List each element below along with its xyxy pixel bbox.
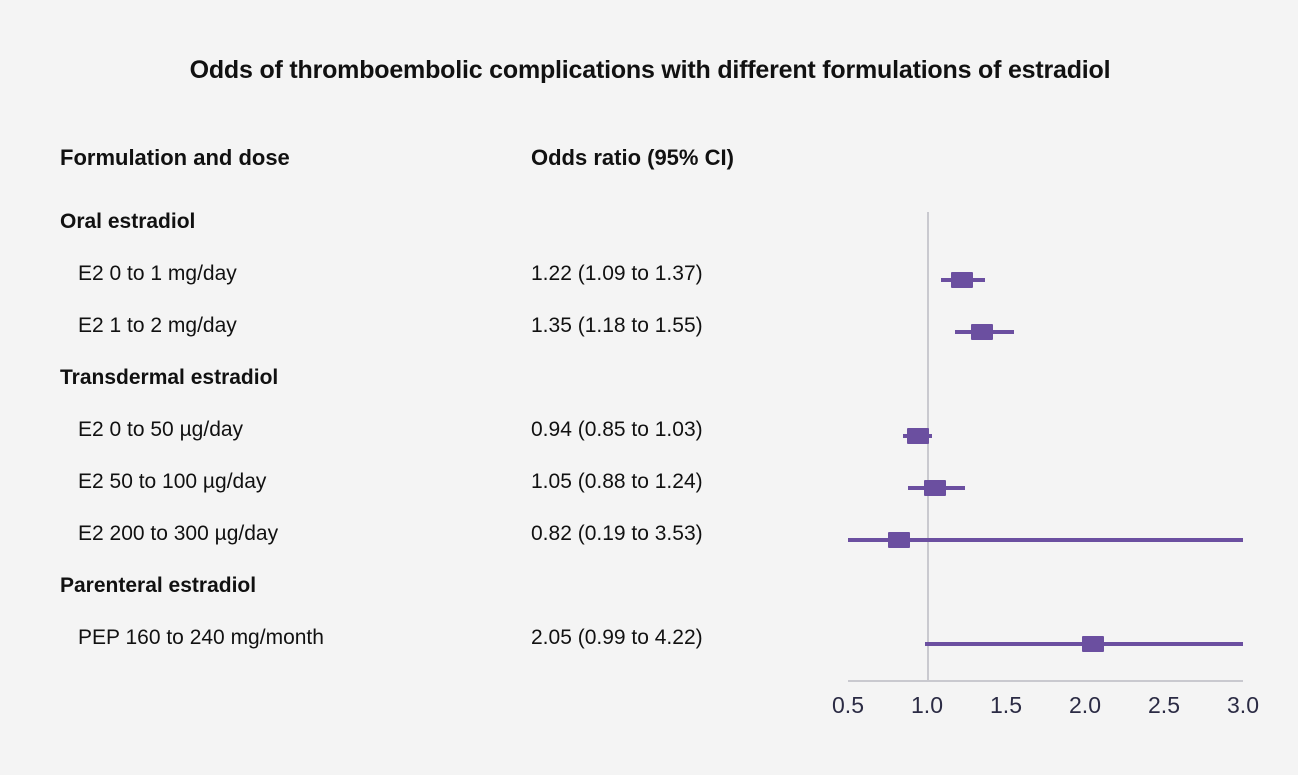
point-estimate-marker bbox=[924, 480, 946, 496]
point-estimate-marker bbox=[951, 272, 973, 288]
x-axis-line bbox=[848, 680, 1243, 682]
x-tick-label: 1.5 bbox=[990, 692, 1022, 718]
odds-ratio-value: 2.05 (0.99 to 4.22) bbox=[531, 626, 703, 649]
odds-ratio-value: 0.94 (0.85 to 1.03) bbox=[531, 418, 703, 441]
x-tick-label: 3.0 bbox=[1227, 692, 1259, 718]
odds-ratio-value: 0.82 (0.19 to 3.53) bbox=[531, 522, 703, 545]
x-tick-label: 1.0 bbox=[911, 692, 943, 718]
row-label: E2 0 to 50 µg/day bbox=[78, 418, 244, 441]
odds-ratio-value: 1.05 (0.88 to 1.24) bbox=[531, 470, 703, 493]
row-label: PEP 160 to 240 mg/month bbox=[78, 626, 324, 649]
row-label: E2 200 to 300 µg/day bbox=[78, 522, 279, 545]
x-tick-label: 2.5 bbox=[1148, 692, 1180, 718]
plot-area bbox=[848, 212, 1243, 682]
odds-ratio-value: 1.22 (1.09 to 1.37) bbox=[531, 262, 703, 285]
group-label: Oral estradiol bbox=[60, 210, 196, 233]
point-estimate-marker bbox=[907, 428, 929, 444]
group-label: Transdermal estradiol bbox=[60, 366, 279, 389]
x-tick-label: 2.0 bbox=[1069, 692, 1101, 718]
column-header-odds-ratio: Odds ratio (95% CI) bbox=[531, 145, 734, 170]
row-label: E2 0 to 1 mg/day bbox=[78, 262, 237, 285]
group-label: Parenteral estradiol bbox=[60, 574, 257, 597]
point-estimate-marker bbox=[971, 324, 993, 340]
row-label: E2 50 to 100 µg/day bbox=[78, 470, 267, 493]
odds-ratio-value: 1.35 (1.18 to 1.55) bbox=[531, 314, 703, 337]
reference-line bbox=[927, 212, 929, 682]
chart-title: Odds of thromboembolic complications with different formulations of estradiol bbox=[189, 56, 1111, 84]
row-label: E2 1 to 2 mg/day bbox=[78, 314, 237, 337]
point-estimate-marker bbox=[1082, 636, 1104, 652]
x-tick-label: 0.5 bbox=[832, 692, 864, 718]
column-header-formulation: Formulation and dose bbox=[60, 145, 290, 170]
point-estimate-marker bbox=[888, 532, 910, 548]
